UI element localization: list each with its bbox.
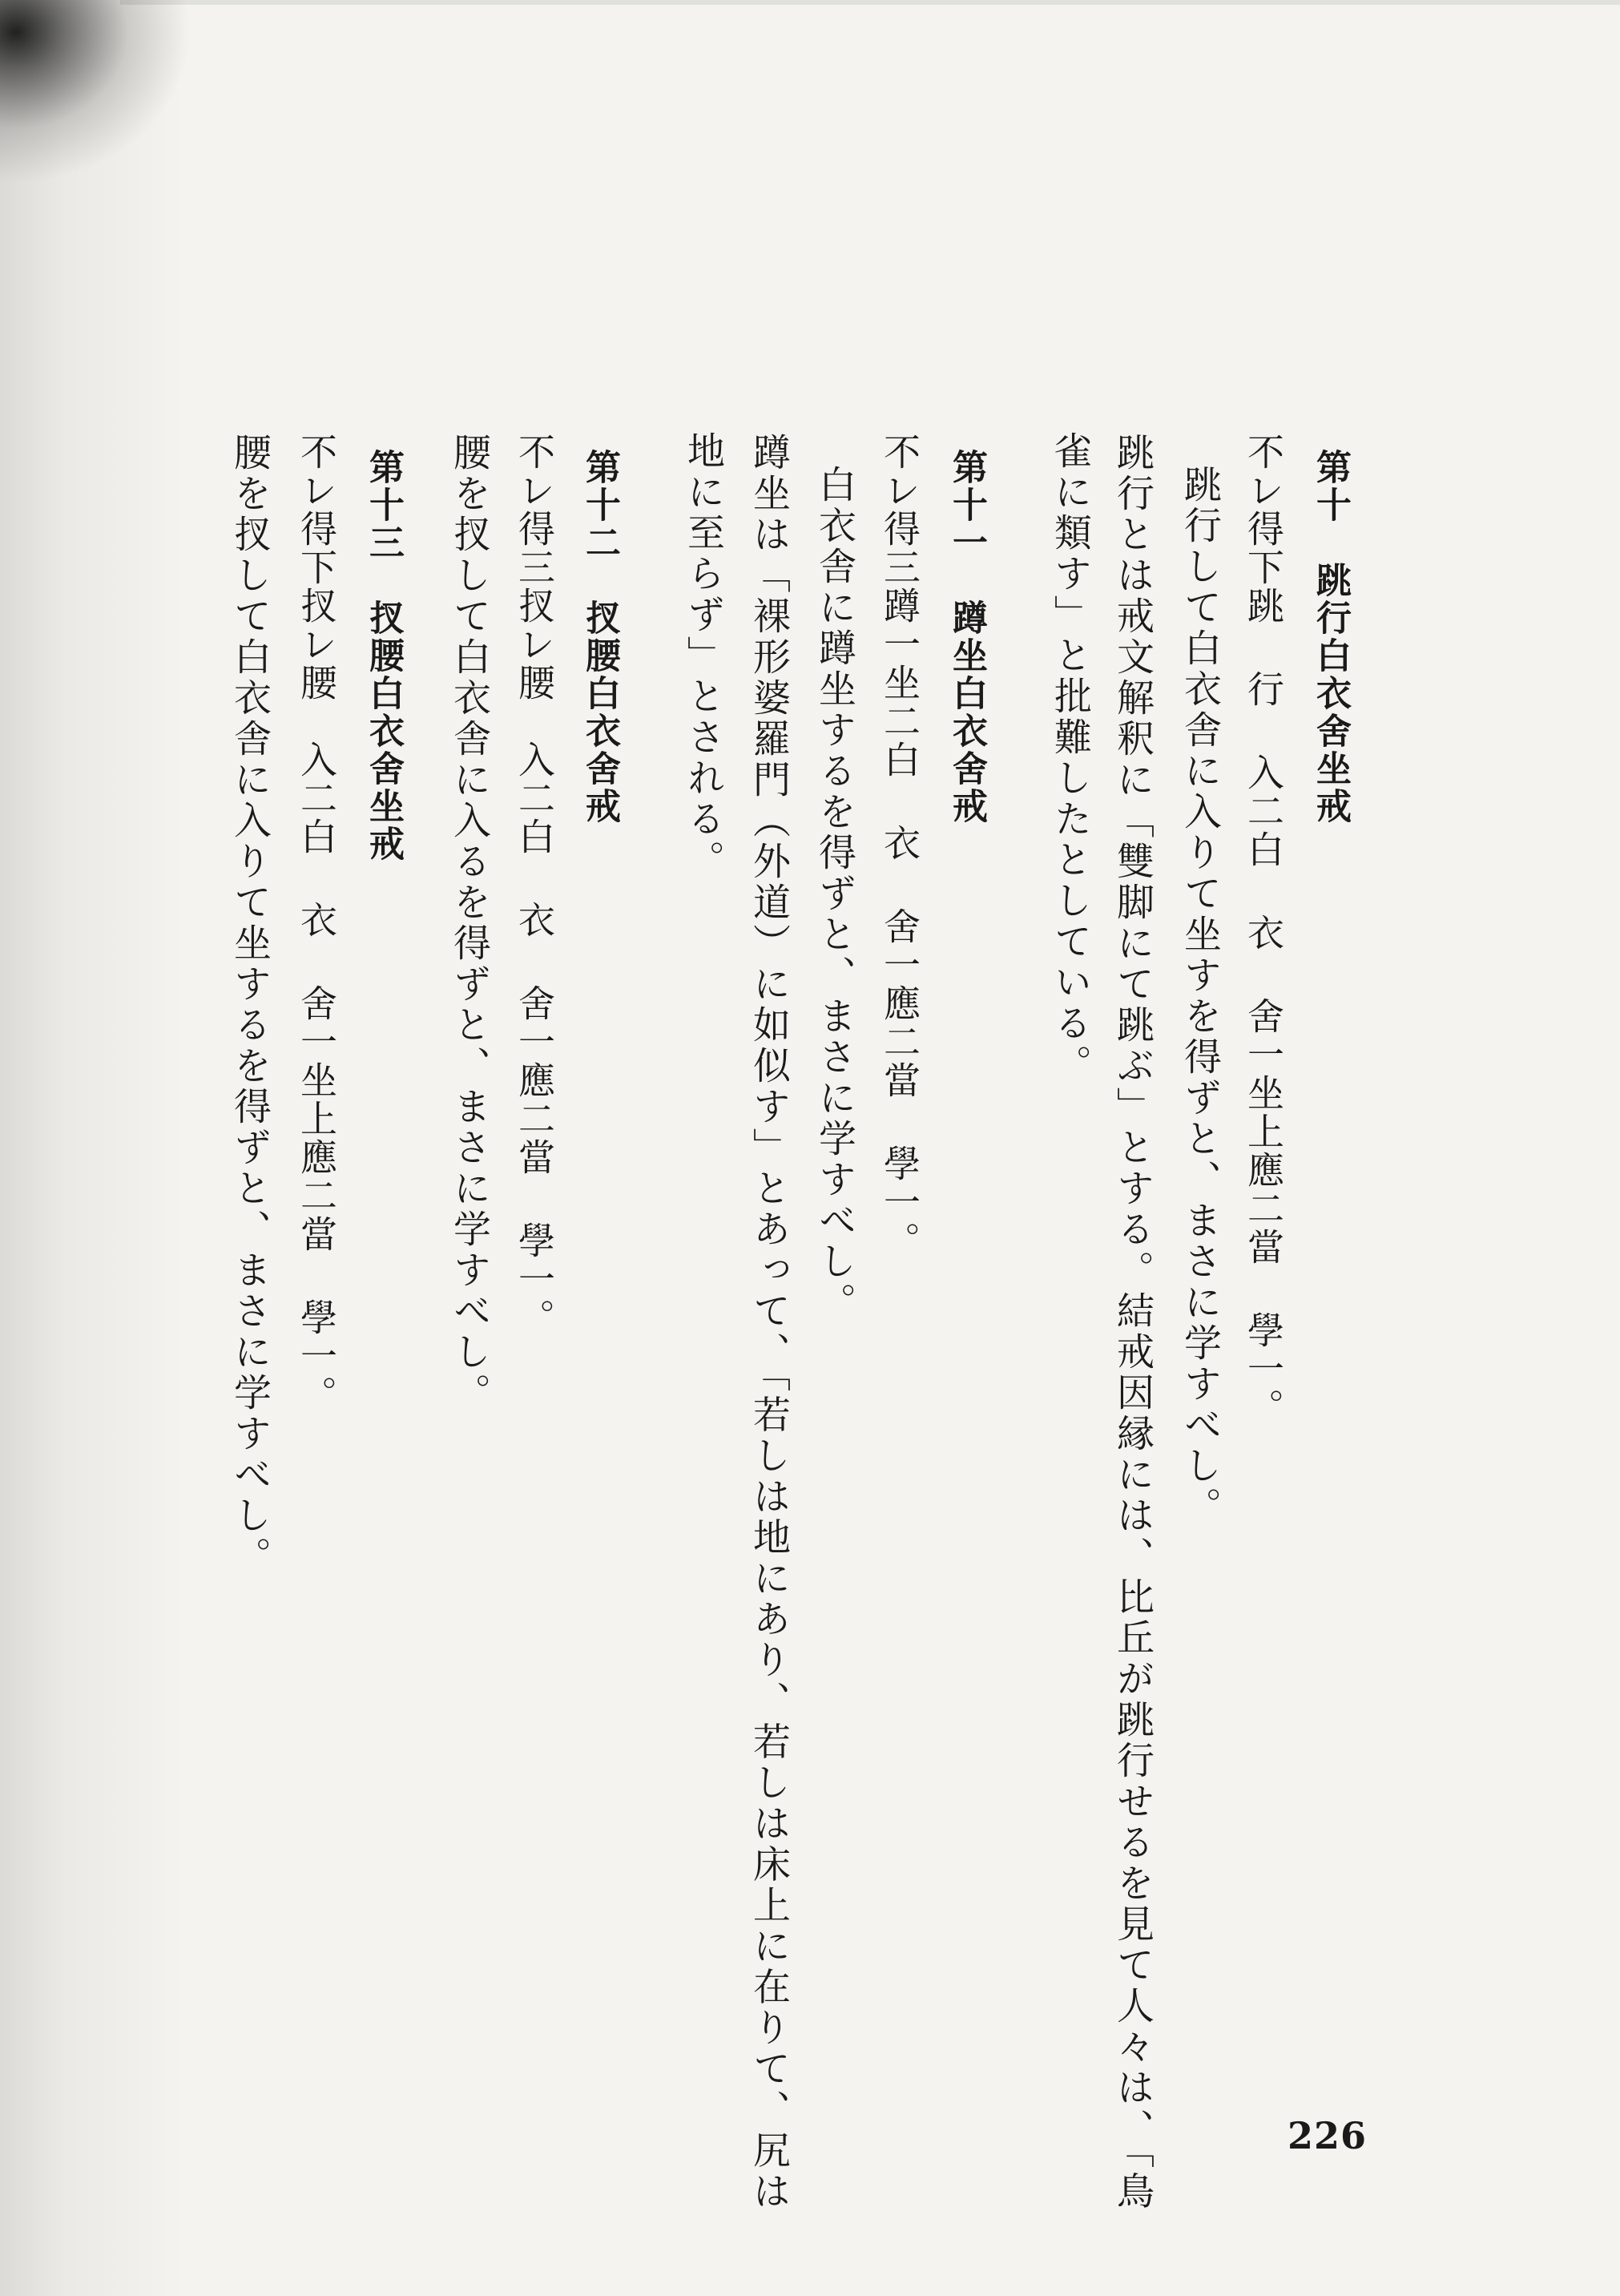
section-11-rule: 不レ得三蹲一坐二白 衣 舍一應二當 學一。 (878, 433, 921, 1260)
section-11-commentary-line2: 地に至らず」とされる。 (681, 431, 725, 881)
section-11-heading: 第十一 蹲坐白衣舍戒 (946, 449, 987, 825)
page-number: 226 (1288, 2114, 1368, 2157)
section-11-reading: 白衣舎に蹲坐するを得ずと、まさに学すべし。 (812, 465, 856, 1323)
section-11-commentary-line1: 蹲坐は「裸形婆羅門（外道）に如似す」とあって、「若しは地にあり、若しは床上に在りて、尻は (747, 433, 791, 2213)
scan-edge-shadow (0, 0, 184, 2296)
section-10-rule: 不レ得下跳 行 入二白 衣 舍一坐上應二當 學一。 (1242, 433, 1285, 1426)
section-10-commentary-line1: 跳行とは戒文解釈に「雙脚にて跳ぶ」とする。結戒因縁には、比丘が跳行せるを見て人々は、「鳥 (1110, 433, 1155, 2213)
section-10-heading: 第十 跳行白衣舍坐戒 (1310, 449, 1351, 825)
section-13-heading: 第十三 扠腰白衣舍坐戒 (363, 449, 404, 863)
section-13-rule: 不レ得下扠レ腰 入二白 衣 舍一坐上應二當 學一。 (295, 433, 338, 1414)
section-12-heading: 第十二 扠腰白衣舍戒 (579, 449, 620, 825)
section-12-rule: 不レ得三扠レ腰 入二白 衣 舍一應二當 學一。 (513, 433, 556, 1337)
section-12-reading: 腰を扠して白衣舎に入るを得ずと、まさに学すべし。 (447, 433, 491, 1414)
section-13-reading: 腰を扠して白衣舎に入りて坐するを得ずと、まさに学すべし。 (228, 433, 272, 1577)
section-10-reading: 跳行して白衣舎に入りて坐すを得ずと、まさに学すべし。 (1178, 465, 1222, 1527)
page-top-edge (120, 0, 1620, 5)
section-10-commentary-line2: 雀に類す」と批難したとしている。 (1048, 431, 1092, 1085)
vertical-text-body (208, 431, 1394, 2213)
scan-corner-shadow (0, 0, 192, 184)
